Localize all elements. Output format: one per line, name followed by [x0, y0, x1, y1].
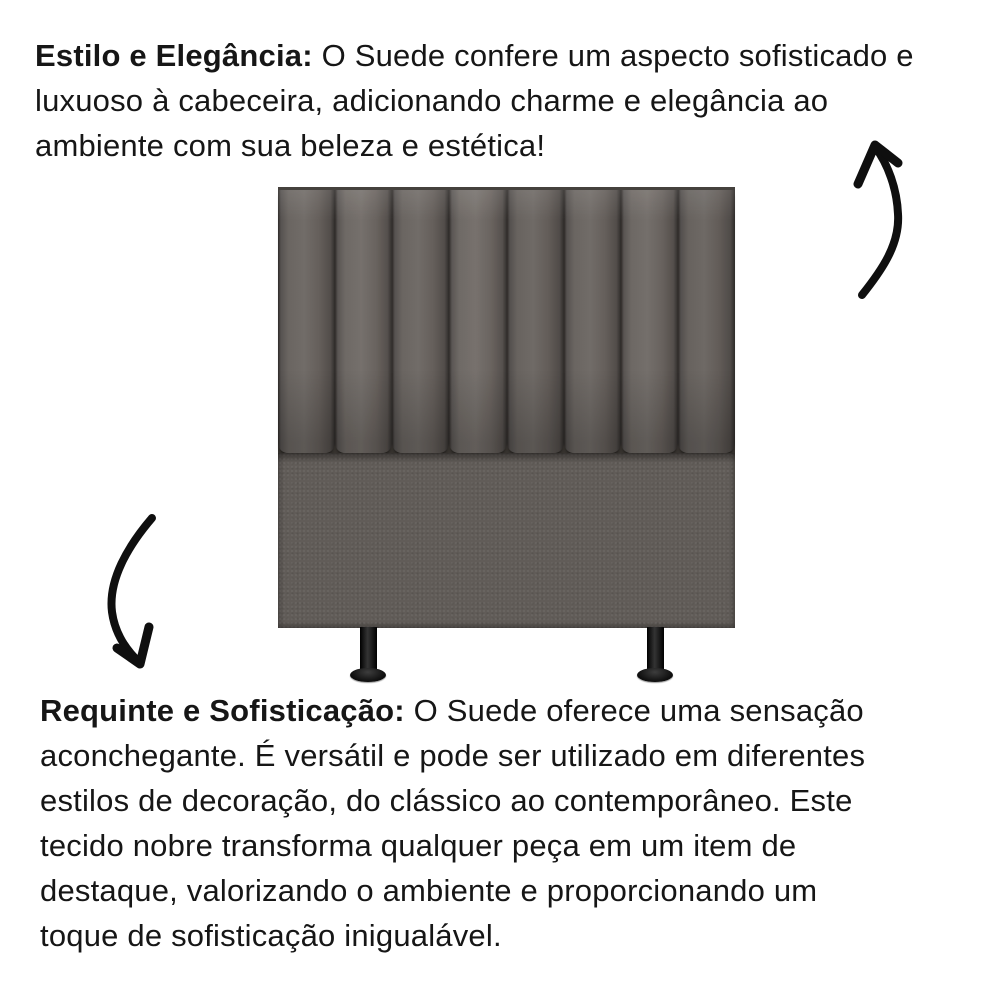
outro-line: destaque, valorizando o ambiente e proporcionando um [40, 873, 818, 908]
headboard-base [278, 453, 735, 628]
foot-stem [647, 627, 664, 674]
headboard-panel [335, 190, 392, 453]
arrow-down-icon [92, 502, 164, 678]
outro-paragraph [40, 688, 865, 958]
intro-line [35, 33, 914, 78]
intro-paragraph [35, 33, 914, 168]
outro-line-rest: O Suede oferece uma sensação [413, 693, 864, 728]
outro-line: tecido nobre transforma qualquer peça em um item de [40, 828, 797, 863]
outro-line [40, 688, 865, 733]
intro-line: ambiente com sua beleza e estética! [35, 128, 546, 163]
intro-heading: Estilo e Elegância: [35, 38, 313, 73]
outro-line: estilos de decoração, do clássico ao contemporâneo. Este [40, 783, 853, 818]
foot-stem [360, 627, 377, 674]
headboard-panel [507, 190, 564, 453]
outro-line: aconchegante. É versátil e pode ser utilizado em diferentes [40, 738, 866, 773]
arrow-up-icon [838, 132, 922, 304]
headboard-panel [449, 190, 506, 453]
outro-heading: Requinte e Sofisticação: [40, 693, 405, 728]
headboard-panel [678, 190, 735, 453]
headboard-foot-right [637, 627, 673, 684]
headboard-foot-left [350, 627, 386, 684]
outro-line: toque de sofisticação inigualável. [40, 918, 502, 953]
headboard-photo [278, 187, 735, 628]
foot-disc [637, 668, 673, 682]
intro-line-rest: O Suede confere um aspecto sofisticado e [321, 38, 914, 73]
headboard-panel [392, 190, 449, 453]
headboard-panel [278, 190, 335, 453]
headboard-panel [564, 190, 621, 453]
headboard-tufted-panels [278, 187, 735, 453]
intro-line: luxuoso à cabeceira, adicionando charme e elegância ao [35, 83, 829, 118]
foot-disc [350, 668, 386, 682]
headboard-panel [621, 190, 678, 453]
